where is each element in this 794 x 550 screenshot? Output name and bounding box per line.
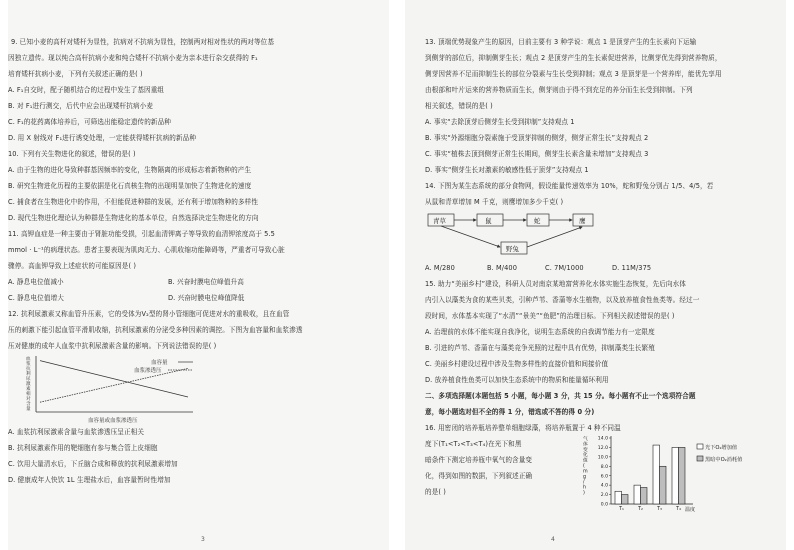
q12-stem-2: 压的刺激下能引起血管平滑肌收缩，抗利尿激素的分泌受多种因素的调控。下图为血容量和血浆渗透	[8, 326, 303, 334]
q12-ylabel-char: 浆	[26, 362, 31, 367]
q12-stem-1: 12. 抗利尿激素又称血管升压素，它的受体为V₂型的肾小管细胞可促进对水的重吸收，且在血管	[8, 310, 290, 318]
q9-option-a: A. F₁自交时，配子随机结合的过程中发生了基因重组	[8, 86, 165, 94]
q16-bar-chart	[581, 432, 781, 512]
q16-bar-light	[615, 491, 622, 504]
q11-option-d: D. 兴奋时膜电位峰值降低	[168, 294, 245, 302]
q16-ylabel-char: /	[583, 480, 585, 486]
q16-legend-swatch-light	[697, 444, 703, 449]
q16-stem-5: 的是( )	[425, 488, 446, 496]
q16-stem-4: 化，得到如图的数据，下列叙述正确	[425, 472, 533, 480]
q16-xtick-label: T₁	[619, 507, 624, 512]
q15-option-d: D. 放养植食性鱼类可以加快生态系统中的物质和能量循环利用	[425, 376, 609, 384]
section2-heading-2: 意，每小题选对但不全的得 1 分，错选或不答的得 0 分)	[425, 408, 595, 416]
q12-option-a: A. 血浆抗利尿激素含量与血浆渗透压呈正相关	[8, 428, 145, 436]
q16-ytick-label: 8.0	[600, 464, 608, 470]
q10-option-b: B. 研究生物进化历程的主要依据是化石真核生物的出现明显加快了生物进化的速度	[8, 182, 252, 190]
q13-stem-3: 侧芽因营养不足而抑制生长的部位分裂素与生长受到抑制；观点 3 是顶芽是一个营养库，能优先享用	[425, 70, 722, 78]
q12-ylabel-char: 尿	[26, 377, 31, 382]
q12-option-b: B. 抗利尿激素作用的靶细胞有参与集合管上皮细胞	[8, 444, 158, 452]
q16-ylabel-char: 化	[583, 453, 588, 459]
q11-stem-2: mmol · L⁻¹的病理状态。患者主要表现为肌肉无力、心肌收缩功能障碍等，严重者可导致心脏	[8, 246, 285, 254]
q16-ytick-label: 2.0	[600, 493, 608, 499]
q16-stem-1: 16. 用密闭的培养瓶培养整单细胞绿藻，将培养瓶置于 4 种不同温	[425, 424, 621, 432]
q13-stem-5: 相关叙述，错误的是( )	[425, 102, 493, 110]
q16-ylabel-char: 值	[583, 458, 588, 464]
node-mouse: 鼠	[485, 217, 492, 225]
q12-ylabel-char: 相	[26, 392, 31, 397]
q16-bar-dark	[622, 495, 629, 504]
q15-option-b: B. 引进的芦苇、香蒲在与藻类竞争光照的过程中具有优势，抑制藻类生长繁殖	[425, 344, 655, 352]
q15-stem-1: 15. 助力“美丽乡村”建设，科研人员对南京某地富营养化水体实施生态恢复，先后向水体	[425, 280, 686, 288]
q10-option-c: C. 捕食者在生物进化中的作用，不但能促进种群的发展，还有利于增加物种的多样性	[8, 198, 259, 206]
q16-stem-2: 度下(T₁<T₂<T₃<T₄)在光下和黑	[425, 440, 522, 448]
q13-stem-4: 由根部和叶片运来的营养物质而生长，侧芽则由于得不到充足的养分而生长受到抑制。下列	[425, 86, 693, 94]
q16-ylabel-char: 变	[583, 447, 588, 453]
q10-option-d: D. 现代生物进化理论认为种群是生物进化的基本单位，自然选择决定生物进化的方向	[8, 214, 259, 222]
left-page	[8, 0, 389, 550]
q16-ytick-label: 6.0	[600, 474, 608, 480]
q12-ylabel-char: 抗	[26, 367, 31, 372]
q12-stem-3: 压对健康的成年人血浆中抗利尿激素含量的影响。下列说法错误的是( )	[8, 342, 217, 350]
q16-ytick-label: 12.0	[597, 446, 608, 452]
node-hare: 野兔	[506, 245, 519, 253]
q9-stem-2: 因独立遗传。现以纯合高杆抗病小麦和纯合矮杆不抗病小麦为亲本进行杂交获得的 F₁	[8, 54, 258, 62]
q10-option-a: A. 由于生物的进化导致种群基因频率的变化，生物隔离的形成标志着新物种的产生	[8, 166, 252, 174]
q16-ylabel-char: )	[583, 491, 585, 496]
q15-stem-2: 内引入以藻类为食的某些贝类，引种芦苇、香蒲等水生植物，以及放养植食性鱼类等。经过一	[425, 296, 700, 304]
q14-stem-1: 14. 下图为某生态系统的部分食物网，假设能量传递效率为 10%，蛇和野兔分别占 1/5、4/5，若	[425, 182, 714, 190]
q16-legend-light: 光下O₂增加值	[705, 445, 738, 451]
q16-xtick-label: T₂	[638, 507, 643, 512]
q12-legend-2: 血浆渗透压	[134, 368, 162, 374]
q11-option-c: C. 静息电位值增大	[8, 294, 64, 302]
q16-bar-light	[634, 485, 641, 504]
q16-bar-light	[653, 445, 660, 504]
q12-line-osmotic-pressure	[40, 368, 188, 402]
q13-option-d: D. 事实“侧芽生长对激素的敏感性低于顶芽”支持观点 1	[425, 166, 589, 174]
q15-option-c: C. 美丽乡村建设过程中涉及生物多样性的直接价值和间接价值	[425, 360, 609, 368]
q14-option-b: B. M/400	[487, 264, 518, 272]
q12-ylabel-char: 含	[26, 402, 31, 407]
right-page	[405, 0, 786, 550]
q12-chart-xlabel: 血容量或血浆渗透压	[88, 418, 138, 424]
q13-option-c: C. 事实“植株去顶到侧芽正常生长期间，侧芽生长素含量未增加”支持观点 3	[425, 150, 649, 158]
q15-stem-3: 段时间，水体基本实现了“水清”“景美”“鱼肥”的治理目标。下列相关叙述错误的是( )	[425, 312, 675, 320]
q13-option-b: B. 事实“外源细胞分裂素施于受顶芽抑制的侧芽，侧芽正常生长”支持观点 2	[425, 134, 649, 142]
q16-bar-light	[672, 447, 679, 504]
page-number-right: 4	[551, 536, 555, 543]
q12-ylabel-char: 利	[26, 372, 31, 377]
q14-food-web	[425, 208, 625, 258]
q16-chart-xlabel: 温度	[685, 507, 696, 512]
q12-option-c: C. 饮用大量清水后，下丘脑合成和释放的抗利尿激素增加	[8, 460, 178, 468]
q12-ylabel-char: 对	[26, 397, 31, 402]
q12-legend-1: 血容量	[151, 360, 168, 366]
q15-option-a: A. 治理前的水体不能实现自我净化，说明生态系统的自我调节能力有一定限度	[425, 328, 655, 336]
q16-ylabel-char: 体	[583, 442, 588, 448]
q12-ylabel-char: 素	[26, 387, 31, 392]
q16-chart-ylabel	[583, 435, 588, 496]
q16-legend-swatch-dark	[697, 456, 703, 461]
q16-ytick-label: 14.0	[597, 436, 608, 442]
q14-stem-2: 从鼠和青草增加 M 千克，则鹰增加多少千克( )	[425, 198, 564, 206]
q16-ytick-label: 4.0	[600, 483, 608, 489]
q9-option-b: B. 对 F₁进行测交，后代中应会出现矮杆抗病小麦	[8, 102, 154, 110]
q11-option-b: B. 兴奋时膜电位峰值升高	[168, 278, 244, 286]
q9-option-c: C. F₁的花药离体培养后，可筛选出能稳定遗传的新品种	[8, 118, 171, 126]
q13-stem-1: 13. 顶端优势现象产生的原因，目前主要有 3 种学说：观点 1 是顶芽产生的生长素向下运输	[425, 38, 697, 46]
q12-line-chart	[8, 352, 218, 424]
q9-option-d: D. 用 X 射线对 F₁进行诱变处理，一定能获得矮杆抗病的新品种	[8, 134, 197, 142]
q14-option-c: C. 7M/1000	[545, 264, 584, 272]
q12-line-blood-volume	[40, 361, 188, 397]
node-grass: 青草	[433, 217, 446, 225]
q11-stem-3: 骤停。高血钾导致上述症状的可能原因是( )	[8, 262, 137, 270]
q16-ylabel-char: (	[583, 464, 585, 469]
q16-xtick-label: T₃	[657, 507, 662, 512]
page-number-left: 3	[201, 536, 205, 543]
q16-ytick-label: 0.0	[600, 502, 608, 508]
q12-ylabel-char: 激	[26, 382, 31, 387]
q16-ylabel-char: h	[583, 485, 587, 491]
q9-stem-1: 9. 已知小麦的高杆对矮杆为显性，抗病对不抗病为显性，控制两对相对性状的两对等位基	[11, 38, 275, 46]
q16-ylabel-char: g	[583, 474, 587, 480]
q11-option-a: A. 静息电位值减小	[8, 278, 64, 286]
section2-heading-1: 二、多项选择题(本题包括 5 小题，每小题 3 分，共 15 分。每小题有不止一个选项符合题	[425, 392, 696, 400]
q10-stem: 10. 下列有关生物进化的叙述，错误的是( )	[8, 150, 136, 158]
node-hawk: 鹰	[579, 217, 586, 225]
q16-ytick-label: 10.0	[597, 455, 608, 461]
q16-legend-dark: 黑暗中O₂消耗值	[705, 457, 743, 463]
q12-ylabel-char: 血	[26, 357, 31, 362]
node-snake: 蛇	[534, 217, 541, 225]
q16-bar-dark	[641, 488, 648, 505]
q14-option-d: D. 11M/375	[612, 264, 652, 272]
q16-bar-dark	[660, 466, 667, 504]
q16-stem-3: 暗条件下测定培养瓶中氧气的含量变	[425, 456, 533, 464]
q16-chart-legend	[697, 443, 743, 463]
q12-chart-ylabel	[26, 355, 31, 412]
q13-option-a: A. 事实“去除顶芽后侧芽生长受到抑制”支持观点 1	[425, 118, 575, 126]
q12-ylabel-char: 量	[26, 407, 31, 412]
q16-ylabel-char: 气	[583, 437, 588, 442]
q13-stem-2: 到侧芽的部位后，抑制侧芽生长；观点 2 是顶芽产生的生长素促进营养，比侧芽优先得到营养物质，	[425, 54, 722, 62]
q9-stem-3: 培育矮杆抗病小麦，下列有关叙述正确的是( )	[8, 70, 143, 78]
q14-option-a: A. M/280	[425, 264, 455, 272]
q16-bar-dark	[679, 447, 686, 504]
q11-stem-1: 11. 高钾血症是一种主要由于肾脏功能受损，引起血清钾离子等导致的血清钾浓度高于 5.5	[8, 230, 275, 238]
q16-ylabel-char: m	[583, 469, 588, 475]
q12-option-d: D. 健康成年人快饮 1L 生理盐水后，血容量暂时性增加	[8, 476, 171, 484]
q16-xtick-label: T₄	[676, 507, 681, 512]
